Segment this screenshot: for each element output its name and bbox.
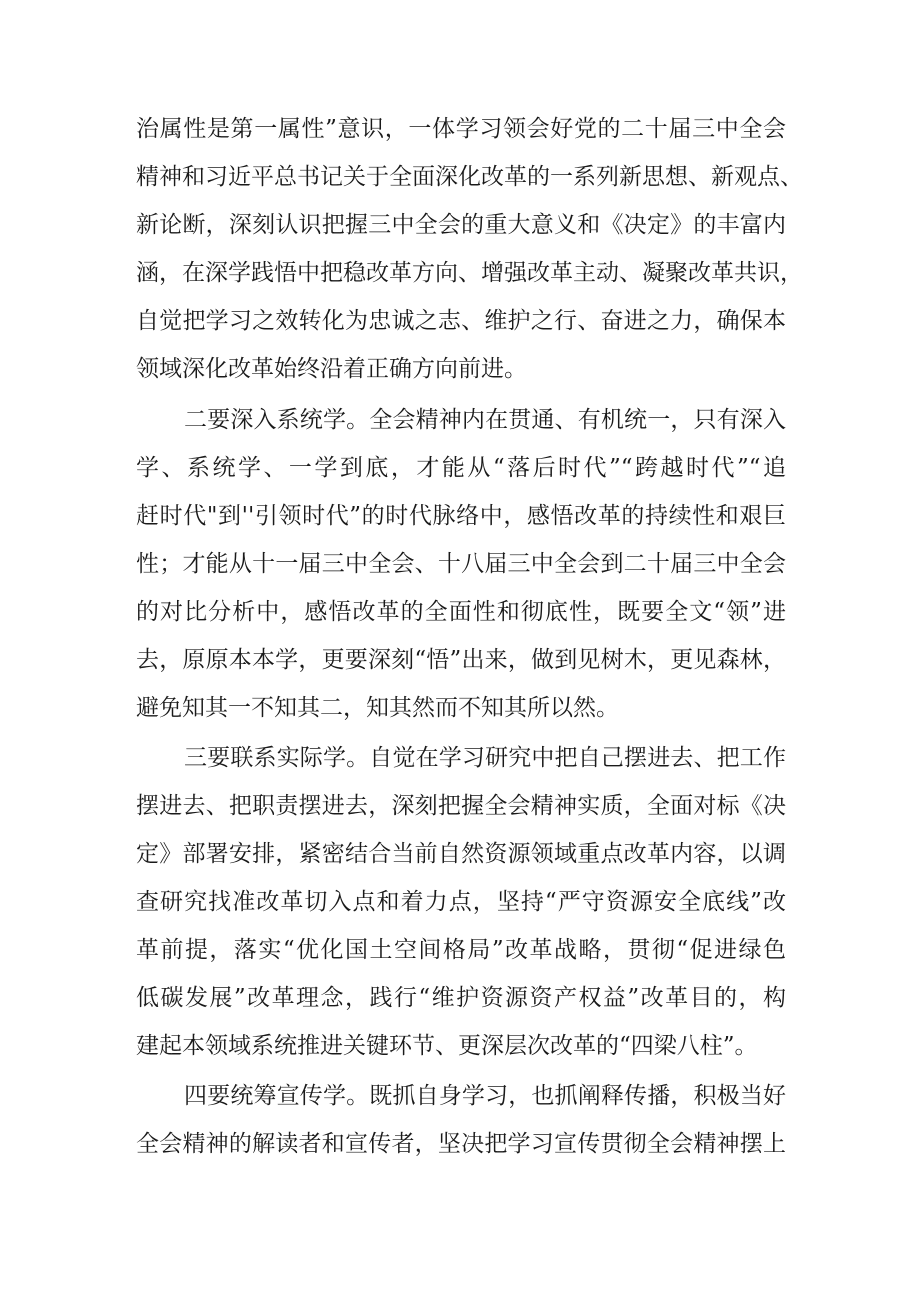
text-line: 革前提，落实“优化国土空间格局”改革战略，贯彻“促进绿色 bbox=[136, 937, 786, 963]
text-line: 摆进去、把职责摆进去，深刻把握全会精神实质，全面对标《决 bbox=[136, 793, 786, 819]
text-line: 三要联系实际学。自觉在学习研究中把自己摆进去、把工作 bbox=[184, 745, 786, 771]
text-line: 四要统筹宣传学。既抓自身学习，也抓阐释传播，积极当好 bbox=[184, 1083, 786, 1109]
text-line: 建起本领域系统推进关键环节、更深层次改革的“四梁八柱”。 bbox=[136, 1033, 758, 1059]
text-line: 性；才能从十一届三中全会、十八届三中全会到二十届三中全会 bbox=[136, 551, 786, 577]
text-line: 定》部署安排，紧密结合当前自然资源领域重点改革内容，以调 bbox=[136, 841, 786, 867]
text-line: 精神和习近平总书记关于全面深化改革的一系列新思想、新观点、 bbox=[136, 164, 803, 190]
text-line: 避免知其一不知其二，知其然而不知其所以然。 bbox=[136, 695, 619, 721]
text-line: 全会精神的解读者和宣传者，坚决把学习宣传贯彻全会精神摆上 bbox=[136, 1131, 786, 1157]
text-line: 去，原原本本学，更要深刻“悟”出来，做到见树木，更见森林， bbox=[136, 647, 786, 673]
text-line: 的对比分析中，感悟改革的全面性和彻底性，既要全文“领”进 bbox=[136, 599, 786, 625]
text-line: 二要深入系统学。全会精神内在贯通、有机统一，只有深入 bbox=[184, 407, 786, 433]
text-line: 领域深化改革始终沿着正确方向前进。 bbox=[136, 356, 527, 382]
text-line: 查研究找准改革切入点和着力点，坚持“严守资源安全底线”改 bbox=[136, 889, 786, 915]
text-line: 低碳发展”改革理念，践行“维护资源资产权益”改革目的，构 bbox=[136, 985, 786, 1011]
text-line: 自觉把学习之效转化为忠诚之志、维护之行、奋进之力，确保本 bbox=[136, 308, 786, 334]
text-line: 治属性是第一属性”意识，一体学习领会好党的二十届三中全会 bbox=[136, 116, 786, 142]
text-line: 学、系统学、一学到底，才能从“落后时代”“跨越时代”“追 bbox=[136, 455, 786, 481]
text-line: 赶时代"到''引领时代”的时代脉络中，感悟改革的持续性和艰巨 bbox=[136, 503, 786, 529]
text-line: 新论断，深刻认识把握三中全会的重大意义和《决定》的丰富内 bbox=[136, 212, 786, 238]
text-line: 涵，在深学践悟中把稳改革方向、增强改革主动、凝聚改革共识， bbox=[136, 260, 803, 286]
